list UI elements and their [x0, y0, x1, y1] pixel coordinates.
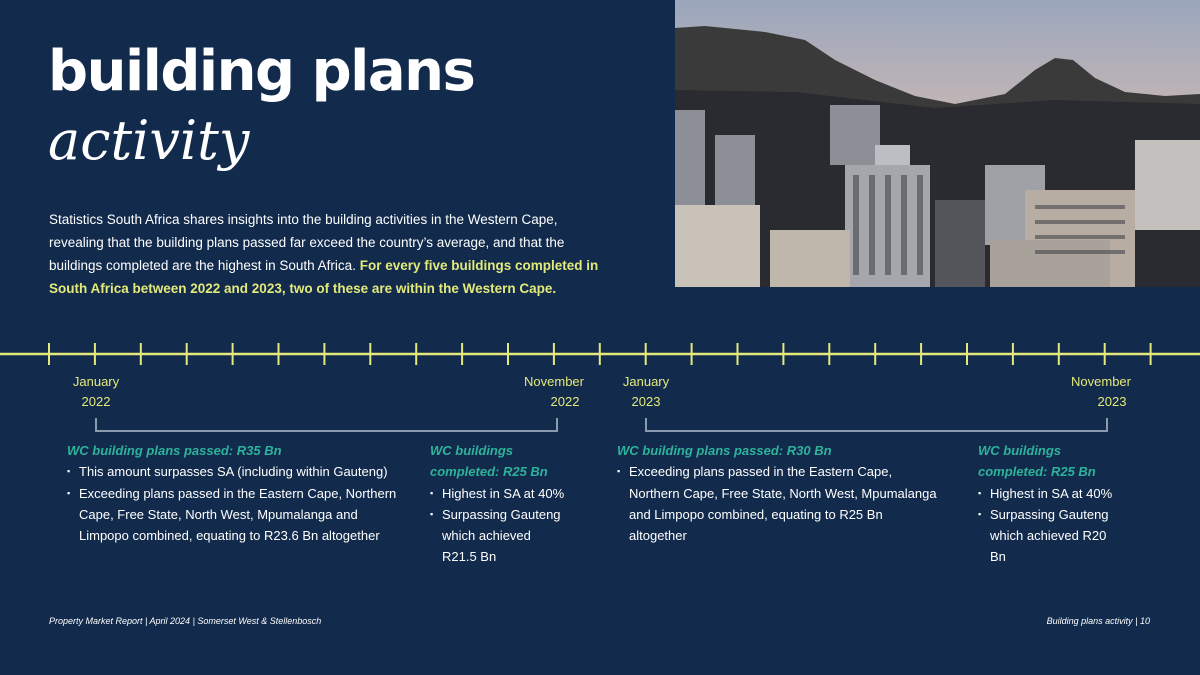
timeline-bracket-2022	[95, 418, 558, 432]
timeline-label-jan-2022	[60, 374, 132, 409]
stats-column-plans-2022	[67, 440, 397, 546]
bullet-item: ▪ Exceeding plans passed in the Eastern Cape, Northern Cape, Free State, North West, Mpumalanga and Limpopo combined, equating to R25 Bn altogether	[617, 461, 942, 546]
timeline-year: 2023	[631, 394, 661, 409]
stats-column-plans-2023	[617, 440, 942, 546]
timeline-year: 2022	[81, 394, 111, 409]
timeline-month: January	[622, 374, 670, 389]
timeline-label-nov-2023	[1062, 374, 1140, 409]
bullet-list	[978, 483, 1128, 568]
bullet-item: ▪ Highest in SA at 40%	[978, 483, 1128, 504]
footer-right: Building plans activity | 10	[1046, 616, 1150, 626]
bullet-item: ▪ Exceeding plans passed in the Eastern Cape, Northern Cape, Free State, North West, Mpumalanga and Limpopo combined, equating to R23.6 Bn altogether	[67, 483, 397, 547]
timeline-month: January	[72, 374, 120, 389]
intro-text: Statistics South Africa shares insights into the building activities in the Western Cape, revealing that the building plans passed far exceed the country’s average, and that the buildings completed are the highest in South Africa.	[49, 212, 565, 273]
timeline	[0, 340, 1200, 370]
intro-highlight: For every five buildings completed in South Africa between 2022 and 2023, two of these are within the Western Cape.	[49, 258, 599, 296]
bullet-item: ▪ Surpassing Gauteng which achieved R20 Bn	[978, 504, 1115, 568]
stats-column-completed-2022	[430, 440, 580, 568]
bullet-list	[430, 483, 580, 568]
timeline-label-nov-2022	[515, 374, 593, 409]
column-heading: WC buildings completed: R25 Bn	[430, 443, 548, 480]
timeline-year: 2023	[1097, 394, 1127, 409]
city-skyline-photo	[675, 0, 1200, 287]
column-heading: WC buildings completed: R25 Bn	[978, 443, 1096, 480]
timeline-month: November	[524, 374, 584, 389]
column-heading: WC building plans passed: R35 Bn	[67, 443, 282, 458]
bullet-item: ▪ Surpassing Gauteng which achieved R21.5 Bn	[430, 504, 567, 568]
timeline-bracket-2023	[645, 418, 1108, 432]
intro-paragraph	[49, 208, 609, 300]
footer-left: Property Market Report | April 2024 | Somerset West & Stellenbosch	[49, 616, 322, 626]
timeline-axis	[0, 340, 1200, 370]
skyline-illustration	[675, 0, 1200, 287]
page-subtitle: activity	[48, 109, 250, 172]
bullet-list	[617, 461, 942, 546]
stats-column-completed-2023	[978, 440, 1128, 568]
timeline-month: November	[1071, 374, 1131, 389]
timeline-year: 2022	[550, 394, 580, 409]
bullet-list	[67, 461, 397, 546]
column-heading: WC building plans passed: R30 Bn	[617, 443, 832, 458]
page-title: building plans	[48, 39, 475, 104]
timeline-label-jan-2023	[611, 374, 681, 409]
bullet-item: ▪ Highest in SA at 40%	[430, 483, 580, 504]
bullet-item: ▪ This amount surpasses SA (including within Gauteng)	[67, 461, 397, 482]
